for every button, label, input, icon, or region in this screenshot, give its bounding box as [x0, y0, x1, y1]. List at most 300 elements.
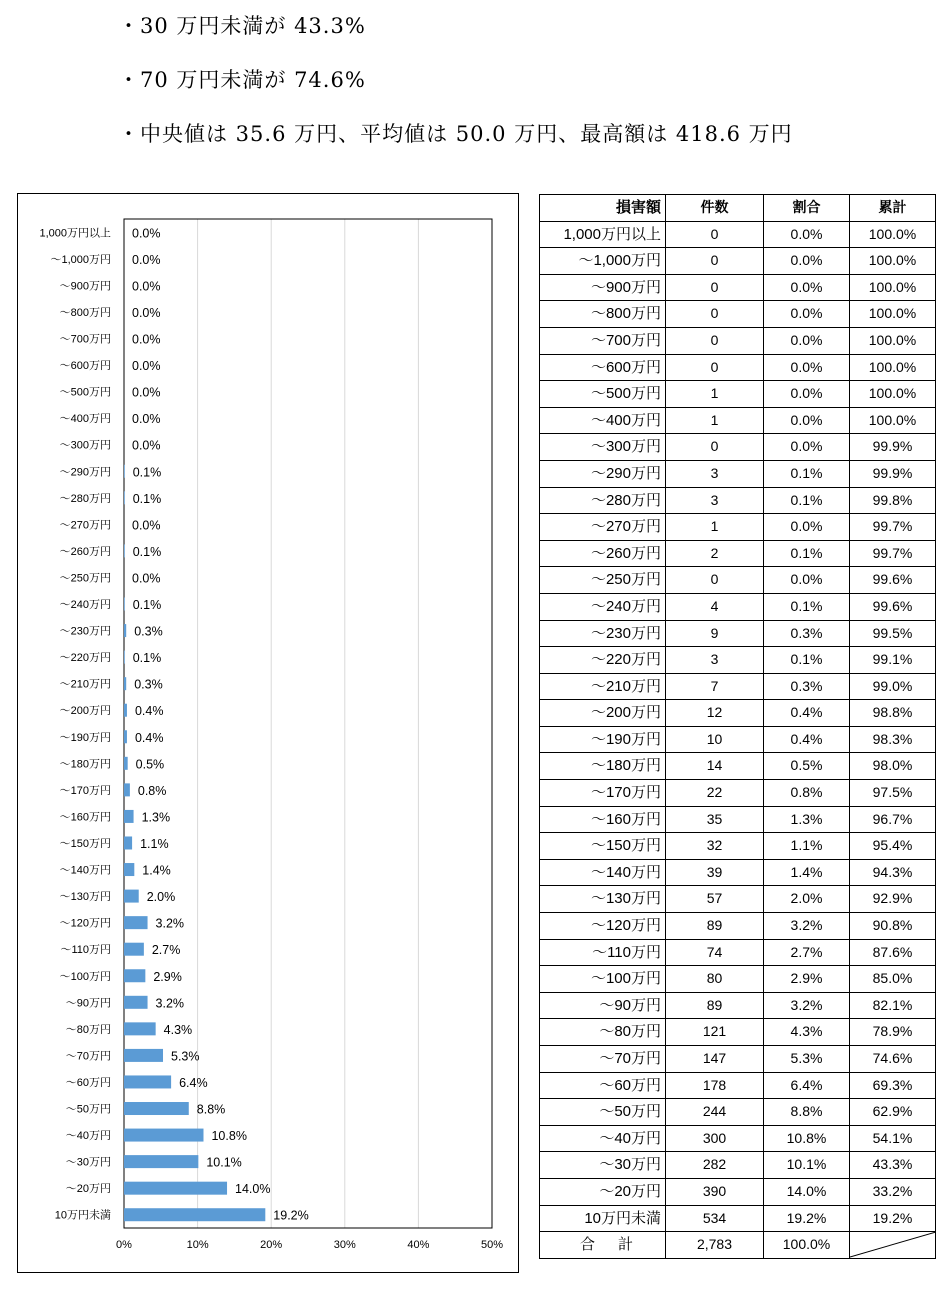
cell-damage: ～70万円 — [540, 1046, 666, 1073]
data-label: 8.8% — [196, 1102, 226, 1117]
cell-count: 3 — [666, 647, 764, 674]
category-label: ～1,000万円 — [50, 253, 111, 266]
cell-cumulative: 100.0% — [850, 301, 936, 328]
cell-ratio: 2.0% — [764, 886, 850, 913]
cell-ratio: 0.0% — [764, 381, 850, 408]
category-label: ～500万円 — [59, 386, 111, 399]
cell-ratio: 3.2% — [764, 992, 850, 1019]
cell-cumulative: 98.0% — [850, 753, 936, 780]
data-label: 1.4% — [142, 863, 171, 878]
category-label: ～120万円 — [59, 917, 111, 930]
cell-cumulative: 94.3% — [850, 859, 936, 886]
bar — [124, 704, 127, 717]
x-tick-label: 10% — [186, 1239, 209, 1251]
cell-cumulative: 99.1% — [850, 647, 936, 674]
cell-cumulative: 43.3% — [850, 1152, 936, 1179]
cell-count: 3 — [666, 487, 764, 514]
category-label: ～110万円 — [60, 944, 111, 957]
category-label: ～260万円 — [59, 545, 111, 558]
data-label: 0.1% — [132, 544, 162, 559]
cell-damage: ～400万円 — [540, 407, 666, 434]
cell-count: 1 — [666, 381, 764, 408]
cell-damage: ～220万円 — [540, 647, 666, 674]
cell-ratio: 1.4% — [764, 859, 850, 886]
cell-cumulative: 100.0% — [850, 381, 936, 408]
table-row — [540, 886, 936, 913]
category-label: ～290万円 — [59, 466, 111, 479]
cell-cumulative: 99.7% — [850, 514, 936, 541]
cell-ratio: 0.0% — [764, 274, 850, 301]
cell-damage: ～30万円 — [540, 1152, 666, 1179]
bar — [124, 651, 125, 664]
table-row — [540, 647, 936, 674]
cell-damage: ～150万円 — [540, 833, 666, 860]
cell-damage: ～230万円 — [540, 620, 666, 647]
cell-ratio: 0.1% — [764, 593, 850, 620]
bar — [124, 783, 130, 796]
data-label: 3.2% — [155, 996, 185, 1011]
cell-damage: ～110万円 — [540, 939, 666, 966]
data-label: 3.2% — [155, 916, 185, 931]
cell-ratio: 0.3% — [764, 620, 850, 647]
table-row — [540, 540, 936, 567]
cell-cumulative: 54.1% — [850, 1125, 936, 1152]
category-label: ～280万円 — [59, 492, 111, 505]
header-ratio: 割合 — [764, 195, 850, 222]
cell-damage: 1,000万円以上 — [540, 221, 666, 248]
cell-damage: ～190万円 — [540, 726, 666, 753]
cell-count: 12 — [666, 700, 764, 727]
cell-ratio: 2.9% — [764, 966, 850, 993]
cell-damage: ～60万円 — [540, 1072, 666, 1099]
category-label: ～190万円 — [59, 731, 111, 744]
category-label: ～900万円 — [59, 280, 111, 293]
damage-distribution-chart — [17, 193, 519, 1273]
table-row — [540, 248, 936, 275]
cell-count: 22 — [666, 780, 764, 807]
cell-damage: 10万円未満 — [540, 1205, 666, 1232]
cell-cumulative: 33.2% — [850, 1178, 936, 1205]
x-tick-label: 20% — [260, 1239, 283, 1251]
table-row — [540, 620, 936, 647]
data-label: 0.8% — [137, 783, 167, 798]
category-label: ～130万円 — [59, 891, 111, 904]
cell-cumulative: 62.9% — [850, 1099, 936, 1126]
cell-cumulative: 100.0% — [850, 407, 936, 434]
bar — [124, 836, 132, 849]
cell-count: 35 — [666, 806, 764, 833]
data-label: 10.1% — [206, 1155, 242, 1170]
data-label: 0.0% — [132, 438, 161, 453]
cell-damage: ～500万円 — [540, 381, 666, 408]
data-label: 0.0% — [132, 571, 161, 586]
category-label: 10万円未満 — [54, 1209, 111, 1222]
cell-count: 2 — [666, 540, 764, 567]
cell-damage: ～90万円 — [540, 992, 666, 1019]
data-label: 0.4% — [134, 730, 164, 745]
cell-cumulative: 19.2% — [850, 1205, 936, 1232]
cell-ratio: 1.3% — [764, 806, 850, 833]
table-row — [540, 1072, 936, 1099]
table-row — [540, 1125, 936, 1152]
cell-damage: ～700万円 — [540, 327, 666, 354]
table-row — [540, 992, 936, 1019]
data-label: 0.0% — [132, 226, 161, 241]
cell-cumulative: 99.0% — [850, 673, 936, 700]
table-row — [540, 726, 936, 753]
data-label: 0.0% — [132, 385, 161, 400]
bar — [124, 996, 148, 1009]
category-label: ～210万円 — [59, 678, 111, 691]
cell-damage: ～800万円 — [540, 301, 666, 328]
cell-count: 0 — [666, 434, 764, 461]
data-label: 19.2% — [273, 1208, 309, 1223]
table-total-row — [540, 1232, 936, 1259]
cell-count: 1 — [666, 514, 764, 541]
cell-damage: ～40万円 — [540, 1125, 666, 1152]
table-row — [540, 593, 936, 620]
data-label: 0.0% — [132, 412, 161, 427]
cell-damage: ～250万円 — [540, 567, 666, 594]
cell-total-ratio: 100.0% — [764, 1232, 850, 1259]
cell-cumulative: 92.9% — [850, 886, 936, 913]
table-row — [540, 460, 936, 487]
cell-ratio: 0.0% — [764, 434, 850, 461]
bar — [124, 943, 144, 956]
data-label: 0.0% — [132, 252, 161, 267]
cell-count: 9 — [666, 620, 764, 647]
cell-cumulative: 97.5% — [850, 780, 936, 807]
table-row — [540, 274, 936, 301]
category-label: ～90万円 — [65, 997, 111, 1010]
x-tick-label: 30% — [333, 1239, 356, 1251]
cell-count: 4 — [666, 593, 764, 620]
data-label: 1.3% — [141, 810, 171, 825]
bar — [124, 465, 125, 478]
category-label: ～600万円 — [59, 360, 111, 373]
data-label: 0.4% — [134, 704, 164, 719]
cell-total-count: 2,783 — [666, 1232, 764, 1259]
cell-cumulative: 100.0% — [850, 327, 936, 354]
cell-ratio: 0.0% — [764, 327, 850, 354]
cell-count: 3 — [666, 460, 764, 487]
category-label: ～200万円 — [59, 705, 111, 718]
cell-count: 121 — [666, 1019, 764, 1046]
data-label: 2.0% — [146, 890, 176, 905]
category-label: ～270万円 — [59, 519, 111, 532]
table-row — [540, 221, 936, 248]
cell-ratio: 0.1% — [764, 460, 850, 487]
cell-cumulative: 87.6% — [850, 939, 936, 966]
cell-damage: ～200万円 — [540, 700, 666, 727]
category-label: ～220万円 — [59, 652, 111, 665]
cell-cumulative: 100.0% — [850, 354, 936, 381]
cell-count: 10 — [666, 726, 764, 753]
category-label: ～160万円 — [59, 811, 111, 824]
cell-damage: ～50万円 — [540, 1099, 666, 1126]
summary-bullet-under-30: ・30 万円未満が 43.3% — [118, 14, 366, 38]
cell-cumulative: 99.8% — [850, 487, 936, 514]
bar — [124, 863, 134, 876]
category-label: ～170万円 — [59, 784, 111, 797]
cell-count: 1 — [666, 407, 764, 434]
cell-count: 178 — [666, 1072, 764, 1099]
cell-ratio: 0.1% — [764, 647, 850, 674]
bar — [124, 598, 125, 611]
category-label: ～140万円 — [59, 864, 111, 877]
cell-count: 39 — [666, 859, 764, 886]
chart-svg — [18, 194, 518, 1272]
cell-damage: ～160万円 — [540, 806, 666, 833]
cell-ratio: 0.0% — [764, 248, 850, 275]
table-row — [540, 567, 936, 594]
x-tick-label: 40% — [407, 1239, 430, 1251]
table-row — [540, 700, 936, 727]
category-label: ～180万円 — [59, 758, 111, 771]
cell-cumulative: 96.7% — [850, 806, 936, 833]
summary-bullet-under-70: ・70 万円未満が 74.6% — [118, 68, 366, 92]
cell-count: 0 — [666, 327, 764, 354]
cell-cumulative: 99.6% — [850, 593, 936, 620]
table-header-row — [540, 195, 936, 222]
data-label: 2.7% — [151, 943, 181, 958]
table-row — [540, 806, 936, 833]
table-row — [540, 301, 936, 328]
cell-cumulative: 98.8% — [850, 700, 936, 727]
table-row — [540, 327, 936, 354]
data-label: 0.0% — [132, 518, 161, 533]
cell-damage: ～130万円 — [540, 886, 666, 913]
cell-ratio: 0.0% — [764, 301, 850, 328]
category-label: ～60万円 — [65, 1076, 111, 1089]
cell-ratio: 0.4% — [764, 726, 850, 753]
category-label: ～50万円 — [65, 1103, 111, 1116]
table-row — [540, 434, 936, 461]
table-row — [540, 859, 936, 886]
cell-count: 282 — [666, 1152, 764, 1179]
cell-count: 0 — [666, 301, 764, 328]
cell-cumulative: 82.1% — [850, 992, 936, 1019]
cell-cumulative: 78.9% — [850, 1019, 936, 1046]
cell-cumulative: 85.0% — [850, 966, 936, 993]
cell-cumulative: 99.7% — [850, 540, 936, 567]
cell-cumulative: 100.0% — [850, 248, 936, 275]
summary-bullet-stats: ・中央値は 35.6 万円、平均値は 50.0 万円、最高額は 418.6 万円 — [118, 122, 793, 146]
cell-ratio: 0.0% — [764, 514, 850, 541]
bar — [124, 1182, 227, 1195]
cell-cumulative: 95.4% — [850, 833, 936, 860]
category-label: ～400万円 — [59, 413, 111, 426]
cell-damage: ～180万円 — [540, 753, 666, 780]
cell-damage: ～20万円 — [540, 1178, 666, 1205]
cell-ratio: 0.0% — [764, 221, 850, 248]
category-label: ～230万円 — [59, 625, 111, 638]
table-row — [540, 673, 936, 700]
cell-ratio: 5.3% — [764, 1046, 850, 1073]
category-label: ～40万円 — [65, 1130, 111, 1143]
cell-ratio: 10.8% — [764, 1125, 850, 1152]
cell-count: 534 — [666, 1205, 764, 1232]
cell-damage: ～300万円 — [540, 434, 666, 461]
data-label: 0.0% — [132, 359, 161, 374]
category-label: ～30万円 — [65, 1156, 111, 1169]
cell-ratio: 2.7% — [764, 939, 850, 966]
cell-count: 0 — [666, 221, 764, 248]
category-label: ～300万円 — [59, 439, 111, 452]
bar — [124, 1075, 171, 1088]
cell-cumulative: 99.9% — [850, 460, 936, 487]
table-row — [540, 514, 936, 541]
cell-count: 32 — [666, 833, 764, 860]
table-row — [540, 780, 936, 807]
category-label: ～800万円 — [59, 306, 111, 319]
cell-total-label: 合 計 — [540, 1232, 666, 1259]
data-label: 0.0% — [132, 305, 161, 320]
bar — [124, 757, 128, 770]
cell-cumulative: 99.9% — [850, 434, 936, 461]
bar — [124, 491, 125, 504]
cell-damage: ～900万円 — [540, 274, 666, 301]
cell-count: 14 — [666, 753, 764, 780]
cell-ratio: 14.0% — [764, 1178, 850, 1205]
cell-count: 390 — [666, 1178, 764, 1205]
data-label: 14.0% — [235, 1182, 271, 1197]
cell-ratio: 0.8% — [764, 780, 850, 807]
cell-cumulative: 74.6% — [850, 1046, 936, 1073]
data-label: 0.3% — [134, 677, 163, 692]
table-row — [540, 833, 936, 860]
table-row — [540, 939, 936, 966]
table-row — [540, 1178, 936, 1205]
table-row — [540, 1152, 936, 1179]
table-row — [540, 966, 936, 993]
table-row — [540, 1019, 936, 1046]
diagonal-line-icon — [850, 1232, 936, 1258]
cell-cumulative: 98.3% — [850, 726, 936, 753]
cell-count: 89 — [666, 913, 764, 940]
table-row — [540, 753, 936, 780]
cell-damage: ～270万円 — [540, 514, 666, 541]
cell-ratio: 0.0% — [764, 354, 850, 381]
x-tick-label: 50% — [480, 1239, 504, 1251]
cell-ratio: 0.4% — [764, 700, 850, 727]
cell-ratio: 3.2% — [764, 913, 850, 940]
cell-cumulative: 90.8% — [850, 913, 936, 940]
bar — [124, 1049, 163, 1062]
category-label: ～700万円 — [59, 333, 111, 346]
cell-count: 80 — [666, 966, 764, 993]
cell-cumulative: 100.0% — [850, 221, 936, 248]
bar — [124, 1129, 203, 1142]
cell-damage: ～260万円 — [540, 540, 666, 567]
data-label: 5.3% — [171, 1049, 200, 1064]
table-row — [540, 354, 936, 381]
bar — [124, 1022, 156, 1035]
data-label: 0.5% — [135, 757, 165, 772]
cell-ratio: 6.4% — [764, 1072, 850, 1099]
cell-ratio: 10.1% — [764, 1152, 850, 1179]
category-label: ～20万円 — [65, 1183, 111, 1196]
header-damage: 損害額 — [540, 195, 666, 222]
header-cumulative: 累計 — [850, 195, 936, 222]
category-label: ～100万円 — [59, 970, 111, 983]
data-label: 0.1% — [132, 651, 162, 666]
table-row — [540, 1099, 936, 1126]
cell-ratio: 0.5% — [764, 753, 850, 780]
table-row — [540, 1046, 936, 1073]
bar — [124, 890, 139, 903]
category-label: ～70万円 — [65, 1050, 111, 1063]
bar — [124, 810, 134, 823]
data-label: 6.4% — [179, 1075, 208, 1090]
category-label: 1,000万円以上 — [39, 227, 111, 240]
cell-count: 0 — [666, 274, 764, 301]
data-label: 0.3% — [134, 624, 163, 639]
cell-cumulative: 99.5% — [850, 620, 936, 647]
cell-count: 0 — [666, 248, 764, 275]
cell-damage: ～210万円 — [540, 673, 666, 700]
cell-damage: ～120万円 — [540, 913, 666, 940]
bar — [124, 624, 126, 637]
cell-damage: ～290万円 — [540, 460, 666, 487]
table-row — [540, 381, 936, 408]
bar — [124, 1102, 189, 1115]
bar — [124, 730, 127, 743]
data-label: 10.8% — [211, 1129, 247, 1144]
cell-count: 0 — [666, 354, 764, 381]
data-label: 0.1% — [132, 598, 162, 613]
data-label: 0.0% — [132, 332, 161, 347]
data-label: 1.1% — [140, 836, 169, 851]
cell-ratio: 19.2% — [764, 1205, 850, 1232]
data-label: 0.1% — [132, 491, 162, 506]
x-tick-label: 0% — [116, 1239, 132, 1251]
category-label: ～80万円 — [65, 1023, 111, 1036]
cell-ratio: 1.1% — [764, 833, 850, 860]
cell-count: 0 — [666, 567, 764, 594]
cell-damage: ～1,000万円 — [540, 248, 666, 275]
table-row — [540, 1205, 936, 1232]
cell-damage: ～600万円 — [540, 354, 666, 381]
cell-count: 89 — [666, 992, 764, 1019]
cell-count: 300 — [666, 1125, 764, 1152]
cell-cumulative: 69.3% — [850, 1072, 936, 1099]
cell-damage: ～100万円 — [540, 966, 666, 993]
data-label: 2.9% — [153, 969, 182, 984]
category-label: ～150万円 — [59, 837, 111, 850]
cell-cumulative: 99.6% — [850, 567, 936, 594]
cell-ratio: 0.3% — [764, 673, 850, 700]
cell-ratio: 0.1% — [764, 487, 850, 514]
bar — [124, 677, 126, 690]
cell-ratio: 8.8% — [764, 1099, 850, 1126]
table-row — [540, 913, 936, 940]
cell-ratio: 0.0% — [764, 407, 850, 434]
cell-count: 244 — [666, 1099, 764, 1126]
damage-table — [539, 194, 936, 1259]
cell-ratio: 4.3% — [764, 1019, 850, 1046]
bar — [124, 544, 125, 557]
cell-ratio: 0.0% — [764, 567, 850, 594]
cell-damage: ～280万円 — [540, 487, 666, 514]
category-label: ～250万円 — [59, 572, 111, 585]
header-count: 件数 — [666, 195, 764, 222]
bar — [124, 969, 145, 982]
cell-total-cumulative — [850, 1232, 936, 1259]
table-row — [540, 407, 936, 434]
cell-damage: ～80万円 — [540, 1019, 666, 1046]
cell-damage: ～140万円 — [540, 859, 666, 886]
